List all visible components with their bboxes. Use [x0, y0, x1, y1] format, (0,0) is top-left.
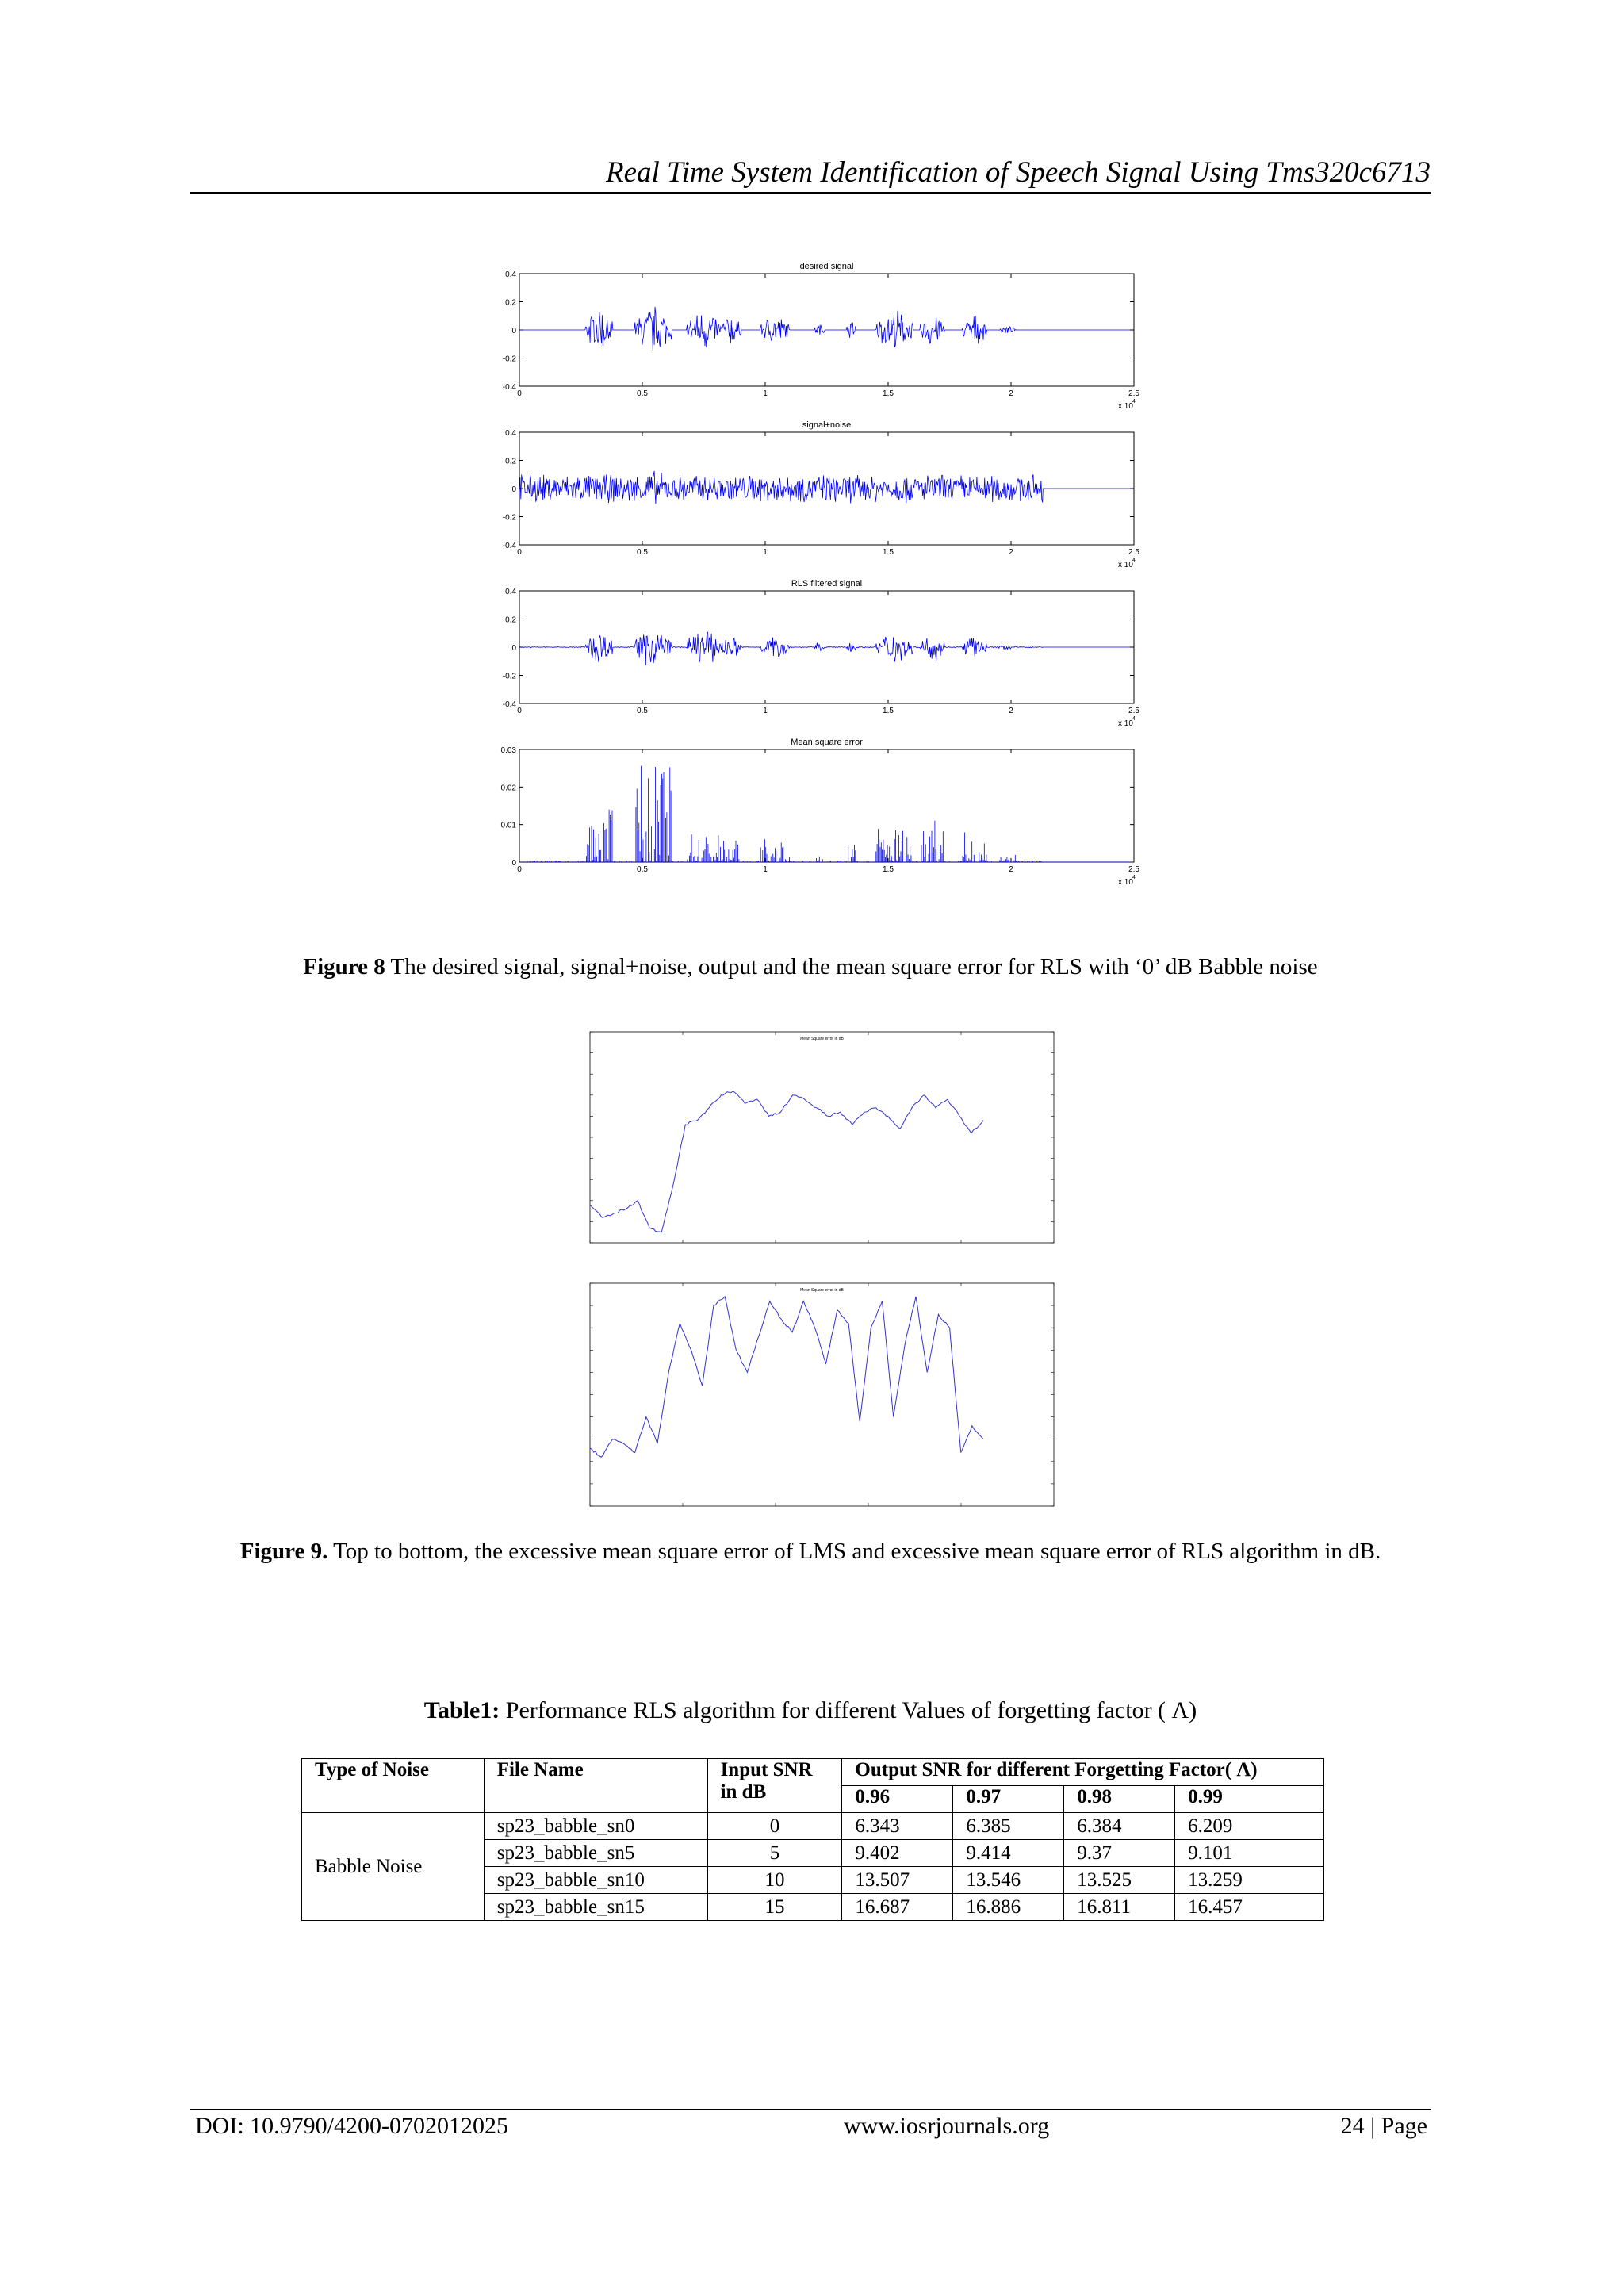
y-tick-label: 0.4: [505, 270, 516, 279]
cell-file-name: sp23_babble_sn15: [484, 1894, 707, 1921]
y-tick-label: 0.4: [505, 429, 516, 438]
x-tick-label: 0: [517, 707, 522, 715]
x-tick-label: 1: [763, 389, 768, 398]
x-tick-label: 2.5: [1128, 389, 1139, 398]
cell-output-snr: 9.402: [842, 1840, 953, 1867]
footer-website: www.iosrjournals.org: [844, 2113, 1050, 2139]
figure-9-label: Figure 9.: [239, 1539, 328, 1564]
header-output-snr: Output SNR for different Forgetting Factor( Λ): [842, 1759, 1324, 1786]
x-tick-label: 1: [763, 865, 768, 874]
subplot: [503, 420, 1140, 569]
x-tick-label: 2: [1009, 548, 1013, 557]
x-axis-multiplier: x 10: [1118, 561, 1133, 569]
subplot: [503, 579, 1140, 728]
y-tick-label: -0.2: [502, 513, 516, 523]
footer-doi: DOI: 10.9790/4200-0702012025: [195, 2113, 508, 2139]
signal-waveform: [519, 471, 1130, 504]
x-tick-label: 2.5: [1128, 548, 1139, 557]
y-tick-label: -0.2: [502, 355, 516, 364]
y-tick-label: -0.4: [502, 383, 516, 392]
plot-frame: [590, 1283, 1054, 1506]
cell-file-name: sp23_babble_sn5: [484, 1840, 707, 1867]
emse-plot: [590, 1032, 1054, 1243]
cell-file-name: sp23_babble_sn10: [484, 1867, 707, 1894]
cell-output-snr: 13.525: [1064, 1867, 1175, 1894]
cell-output-snr: 9.37: [1064, 1840, 1175, 1867]
figure-9-top-plot: [574, 1027, 1062, 1257]
table-1-label: Table1:: [423, 1697, 500, 1723]
header-factor: 0.96: [842, 1786, 953, 1813]
cell-output-snr: 16.811: [1064, 1894, 1175, 1921]
x-tick-label: 0.5: [637, 865, 648, 874]
x-tick-label: 0.5: [637, 707, 648, 715]
x-tick-label: 2.5: [1128, 865, 1139, 874]
x-tick-label: 1.5: [883, 865, 894, 874]
x-tick-label: 1.5: [883, 389, 894, 398]
x-tick-label: 0: [517, 865, 522, 874]
plot-title: RLS filtered signal: [791, 579, 863, 588]
y-tick-label: 0: [511, 644, 516, 653]
plot-title: Mean Square error in dB: [800, 1288, 844, 1293]
cell-output-snr: 16.687: [842, 1894, 953, 1921]
plot-frame: [590, 1032, 1054, 1243]
y-tick-label: -0.2: [502, 672, 516, 681]
x-axis-exponent: 4: [1132, 716, 1136, 722]
plot-title: Mean Square error in dB: [800, 1037, 844, 1041]
x-tick-label: 1: [763, 707, 768, 715]
y-tick-label: 0.2: [505, 457, 516, 466]
x-tick-label: 1.5: [883, 707, 894, 715]
y-tick-label: 0.2: [505, 615, 516, 625]
table-row: [302, 1813, 1324, 1840]
x-axis-exponent: 4: [1132, 399, 1136, 404]
y-tick-label: 0.01: [500, 821, 516, 830]
header-input-snr: Input SNR in dB: [707, 1759, 842, 1813]
figure-8-caption-text: The desired signal, signal+noise, output and the mean square error for RLS with ‘0’ dB Babble noise: [385, 954, 1318, 979]
cell-noise-type: Babble Noise: [302, 1813, 485, 1921]
table-1-title-text: Performance RLS algorithm for different Values of forgetting factor ( Λ): [500, 1697, 1197, 1723]
subplot: [503, 262, 1140, 411]
cell-output-snr: 6.384: [1064, 1813, 1175, 1840]
x-tick-label: 0: [517, 548, 522, 557]
header-rule: [190, 192, 1431, 194]
cell-output-snr: 6.343: [842, 1813, 953, 1840]
cell-output-snr: 16.886: [953, 1894, 1064, 1921]
cell-output-snr: 9.101: [1175, 1840, 1324, 1867]
x-axis-exponent: 4: [1132, 875, 1136, 880]
cell-output-snr: 13.507: [842, 1867, 953, 1894]
footer-page-number: 24 | Page: [1340, 2113, 1427, 2139]
figure-8-caption: [190, 950, 1431, 983]
plot-frame: [519, 749, 1134, 862]
table-header-row: [302, 1759, 1324, 1786]
table-1-title: [190, 1697, 1431, 1724]
figure-9-bottom-plot: [574, 1278, 1062, 1520]
cell-output-snr: 6.209: [1175, 1813, 1324, 1840]
y-tick-label: 0.2: [505, 298, 516, 308]
x-axis-multiplier: x 10: [1118, 878, 1133, 887]
table-1: [301, 1758, 1324, 1921]
cell-input-snr: 15: [707, 1894, 842, 1921]
x-tick-label: 1.5: [883, 548, 894, 557]
footer-rule: [190, 2109, 1431, 2110]
x-tick-label: 0.5: [637, 389, 648, 398]
header-factor: 0.97: [953, 1786, 1064, 1813]
emse-plot: [590, 1283, 1054, 1506]
header-factor: 0.98: [1064, 1786, 1175, 1813]
cell-output-snr: 13.546: [953, 1867, 1064, 1894]
emse-line: [590, 1091, 983, 1232]
cell-input-snr: 5: [707, 1840, 842, 1867]
y-tick-label: 0: [511, 485, 516, 494]
x-tick-label: 1: [763, 548, 768, 557]
cell-output-snr: 6.385: [953, 1813, 1064, 1840]
x-tick-label: 2.5: [1128, 707, 1139, 715]
signal-waveform: [519, 632, 1130, 665]
figure-9-top-svg: [574, 1027, 1062, 1257]
plot-title: signal+noise: [802, 420, 852, 430]
emse-line: [590, 1297, 983, 1457]
x-tick-label: 0.5: [637, 548, 648, 557]
figure-8-label: Figure 8: [303, 954, 385, 979]
figure-8-svg: [492, 254, 1150, 904]
y-tick-label: 0.03: [500, 746, 516, 755]
subplot: [501, 738, 1140, 887]
cell-output-snr: 9.414: [953, 1840, 1064, 1867]
y-tick-label: 0.4: [505, 588, 516, 596]
plot-title: desired signal: [799, 262, 854, 271]
x-axis-multiplier: x 10: [1118, 402, 1133, 411]
y-tick-label: -0.4: [502, 542, 516, 550]
x-axis-multiplier: x 10: [1118, 719, 1133, 728]
cell-output-snr: 16.457: [1175, 1894, 1324, 1921]
x-tick-label: 2: [1009, 707, 1013, 715]
signal-waveform: [519, 766, 1130, 862]
cell-file-name: sp23_babble_sn0: [484, 1813, 707, 1840]
header-type-of-noise: Type of Noise: [302, 1759, 485, 1813]
header-file-name: File Name: [484, 1759, 707, 1813]
header-factor: 0.99: [1175, 1786, 1324, 1813]
running-header-title: Real Time System Identification of Speech Signal Using Tms320c6713: [606, 156, 1431, 189]
plot-title: Mean square error: [791, 738, 863, 747]
y-tick-label: 0: [511, 859, 516, 868]
figure-9-bottom-svg: [574, 1278, 1062, 1520]
x-tick-label: 2: [1009, 865, 1013, 874]
cell-output-snr: 13.259: [1175, 1867, 1324, 1894]
y-tick-label: 0: [511, 327, 516, 335]
x-tick-label: 0: [517, 389, 522, 398]
x-tick-label: 2: [1009, 389, 1013, 398]
y-tick-label: 0.02: [500, 784, 516, 793]
figure-9-caption: [190, 1535, 1431, 1568]
figure-9-caption-text: Top to bottom, the excessive mean square error of LMS and excessive mean square error of RLS algorithm in dB.: [327, 1539, 1381, 1564]
x-axis-exponent: 4: [1132, 558, 1136, 563]
y-tick-label: -0.4: [502, 700, 516, 709]
cell-input-snr: 10: [707, 1867, 842, 1894]
figure-8-plots: [492, 254, 1150, 904]
cell-input-snr: 0: [707, 1813, 842, 1840]
signal-waveform: [519, 307, 1130, 351]
